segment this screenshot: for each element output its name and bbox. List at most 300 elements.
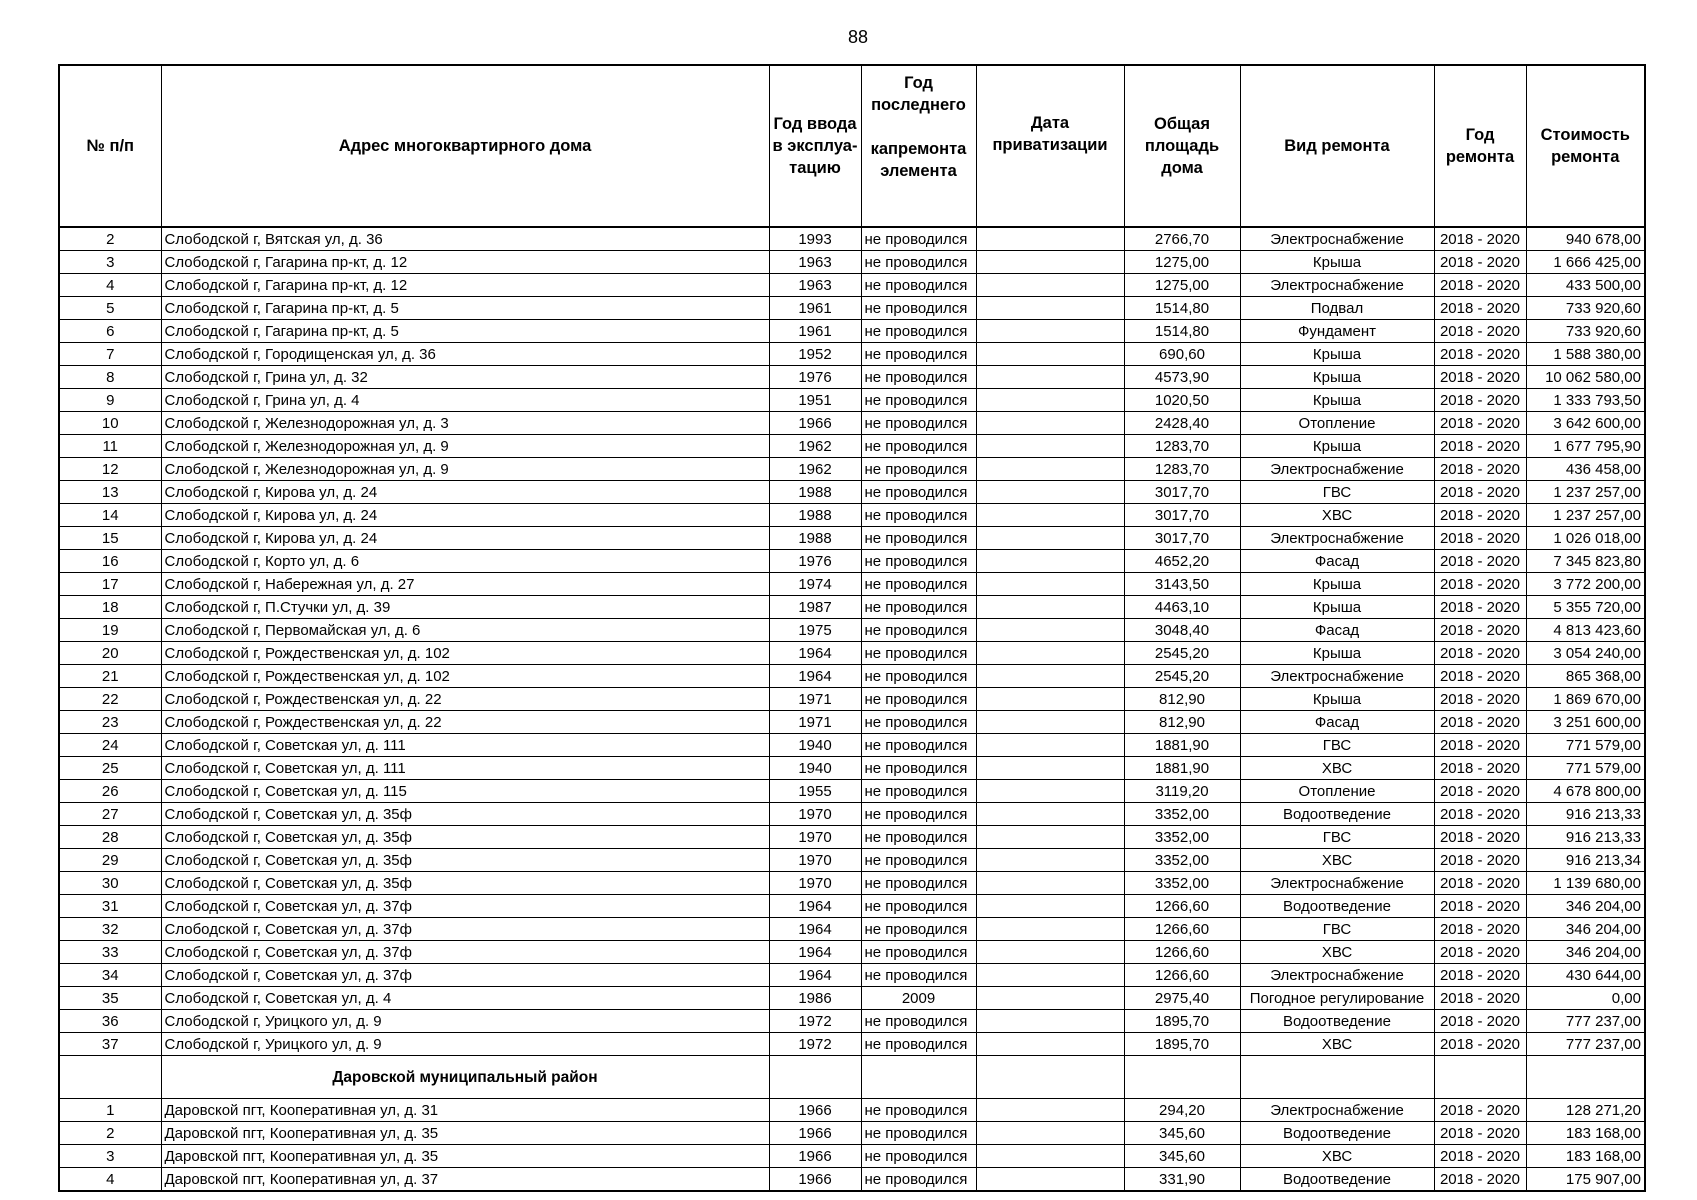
table-row bbox=[59, 619, 1645, 642]
cell-year-built: 1963 bbox=[769, 251, 861, 274]
table-row bbox=[59, 435, 1645, 458]
cell-number: 12 bbox=[59, 458, 161, 481]
cell-number: 23 bbox=[59, 711, 161, 734]
cell-privatization bbox=[976, 366, 1124, 389]
cell-repair-type: Водоотведение bbox=[1240, 1122, 1434, 1145]
cell-last-repair: не проводился bbox=[861, 297, 976, 320]
cell-repair-type: Фундамент bbox=[1240, 320, 1434, 343]
cell-repair-type: Фасад bbox=[1240, 550, 1434, 573]
cell-number: 5 bbox=[59, 297, 161, 320]
table-row bbox=[59, 642, 1645, 665]
cell-year-built: 1975 bbox=[769, 619, 861, 642]
cell-year-built: 1964 bbox=[769, 941, 861, 964]
cell-year-built: 1993 bbox=[769, 227, 861, 251]
cell-last-repair: не проводился bbox=[861, 688, 976, 711]
cell-year-built: 1964 bbox=[769, 964, 861, 987]
cell-last-repair: не проводился bbox=[861, 757, 976, 780]
cell-address: Слободской г, Железнодорожная ул, д. 9 bbox=[161, 458, 769, 481]
cell-privatization bbox=[976, 849, 1124, 872]
cell-cost: 183 168,00 bbox=[1526, 1145, 1645, 1168]
cell-repair-year: 2018 - 2020 bbox=[1434, 481, 1526, 504]
cell-year-built: 1986 bbox=[769, 987, 861, 1010]
cell-number: 16 bbox=[59, 550, 161, 573]
cell-last-repair: не проводился bbox=[861, 734, 976, 757]
cell-repair-type: ГВС bbox=[1240, 918, 1434, 941]
cell-address: Слободской г, Первомайская ул, д. 6 bbox=[161, 619, 769, 642]
cell-address: Слободской г, Кирова ул, д. 24 bbox=[161, 527, 769, 550]
cell-area: 812,90 bbox=[1124, 688, 1240, 711]
cell-repair-type: Крыша bbox=[1240, 596, 1434, 619]
cell-address: Слободской г, Советская ул, д. 115 bbox=[161, 780, 769, 803]
cell-repair-year: 2018 - 2020 bbox=[1434, 297, 1526, 320]
cell-number: 13 bbox=[59, 481, 161, 504]
cell-last-repair: не проводился bbox=[861, 1145, 976, 1168]
cell-year-built: 1988 bbox=[769, 527, 861, 550]
cell-repair-year: 2018 - 2020 bbox=[1434, 1145, 1526, 1168]
header-last-repair-top: Год последнего bbox=[871, 74, 966, 114]
cell-address: Слободской г, Советская ул, д. 111 bbox=[161, 757, 769, 780]
cell-cost: 1 588 380,00 bbox=[1526, 343, 1645, 366]
cell-year-built: 1971 bbox=[769, 711, 861, 734]
table-body-darovskoy bbox=[59, 1099, 1645, 1192]
cell-year-built: 1966 bbox=[769, 1168, 861, 1192]
cell-cost: 940 678,00 bbox=[1526, 227, 1645, 251]
cell-repair-type: Электроснабжение bbox=[1240, 227, 1434, 251]
table-row bbox=[59, 688, 1645, 711]
table-row bbox=[59, 734, 1645, 757]
cell-repair-year: 2018 - 2020 bbox=[1434, 665, 1526, 688]
table-row bbox=[59, 366, 1645, 389]
cell-area: 1895,70 bbox=[1124, 1010, 1240, 1033]
cell-repair-year: 2018 - 2020 bbox=[1434, 1033, 1526, 1056]
cell-repair-type: Крыша bbox=[1240, 642, 1434, 665]
cell-privatization bbox=[976, 688, 1124, 711]
cell-cost: 916 213,33 bbox=[1526, 826, 1645, 849]
header-privatization: Дата приватизации bbox=[976, 65, 1124, 227]
cell-area: 2428,40 bbox=[1124, 412, 1240, 435]
section-title: Даровской муниципальный район bbox=[161, 1056, 769, 1099]
cell-privatization bbox=[976, 803, 1124, 826]
cell-privatization bbox=[976, 711, 1124, 734]
cell-area: 3017,70 bbox=[1124, 481, 1240, 504]
cell-repair-year: 2018 - 2020 bbox=[1434, 826, 1526, 849]
cell-area: 4652,20 bbox=[1124, 550, 1240, 573]
cell-number: 2 bbox=[59, 227, 161, 251]
cell-last-repair: не проводился bbox=[861, 227, 976, 251]
cell-cost: 1 026 018,00 bbox=[1526, 527, 1645, 550]
cell-number: 8 bbox=[59, 366, 161, 389]
cell-repair-type: ХВС bbox=[1240, 1145, 1434, 1168]
cell-number: 14 bbox=[59, 504, 161, 527]
table-row bbox=[59, 872, 1645, 895]
cell-year-built: 1961 bbox=[769, 297, 861, 320]
cell-repair-year: 2018 - 2020 bbox=[1434, 619, 1526, 642]
cell-cost: 436 458,00 bbox=[1526, 458, 1645, 481]
section-cell-empty bbox=[1434, 1056, 1526, 1099]
table-row bbox=[59, 895, 1645, 918]
cell-repair-year: 2018 - 2020 bbox=[1434, 343, 1526, 366]
cell-last-repair: не проводился bbox=[861, 389, 976, 412]
cell-address: Слободской г, Урицкого ул, д. 9 bbox=[161, 1010, 769, 1033]
cell-area: 3143,50 bbox=[1124, 573, 1240, 596]
cell-privatization bbox=[976, 941, 1124, 964]
cell-address: Слободской г, Кирова ул, д. 24 bbox=[161, 481, 769, 504]
table-row bbox=[59, 458, 1645, 481]
cell-year-built: 1940 bbox=[769, 734, 861, 757]
cell-area: 1266,60 bbox=[1124, 895, 1240, 918]
table-row bbox=[59, 389, 1645, 412]
cell-cost: 916 213,34 bbox=[1526, 849, 1645, 872]
cell-year-built: 1961 bbox=[769, 320, 861, 343]
cell-year-built: 1962 bbox=[769, 458, 861, 481]
cell-address: Слободской г, Советская ул, д. 4 bbox=[161, 987, 769, 1010]
cell-last-repair: не проводился bbox=[861, 1033, 976, 1056]
cell-number: 35 bbox=[59, 987, 161, 1010]
cell-year-built: 1951 bbox=[769, 389, 861, 412]
cell-address: Слободской г, Урицкого ул, д. 9 bbox=[161, 1033, 769, 1056]
cell-number: 36 bbox=[59, 1010, 161, 1033]
table-row bbox=[59, 780, 1645, 803]
cell-address: Слободской г, П.Стучки ул, д. 39 bbox=[161, 596, 769, 619]
cell-cost: 771 579,00 bbox=[1526, 734, 1645, 757]
cell-area: 4573,90 bbox=[1124, 366, 1240, 389]
cell-cost: 3 251 600,00 bbox=[1526, 711, 1645, 734]
cell-cost: 733 920,60 bbox=[1526, 320, 1645, 343]
cell-year-built: 1972 bbox=[769, 1033, 861, 1056]
cell-last-repair: не проводился bbox=[861, 573, 976, 596]
cell-area: 1283,70 bbox=[1124, 435, 1240, 458]
cell-last-repair: не проводился bbox=[861, 941, 976, 964]
cell-address: Даровской пгт, Кооперативная ул, д. 31 bbox=[161, 1099, 769, 1122]
cell-repair-year: 2018 - 2020 bbox=[1434, 688, 1526, 711]
cell-area: 1275,00 bbox=[1124, 251, 1240, 274]
table-row bbox=[59, 757, 1645, 780]
header-year-built: Год ввода в эксплуа-тацию bbox=[769, 65, 861, 227]
table-row bbox=[59, 1168, 1645, 1192]
table-row bbox=[59, 1010, 1645, 1033]
cell-area: 3352,00 bbox=[1124, 849, 1240, 872]
cell-last-repair: не проводился bbox=[861, 435, 976, 458]
cell-repair-year: 2018 - 2020 bbox=[1434, 527, 1526, 550]
cell-area: 3017,70 bbox=[1124, 504, 1240, 527]
cell-year-built: 1988 bbox=[769, 481, 861, 504]
table-row bbox=[59, 596, 1645, 619]
cell-cost: 1 237 257,00 bbox=[1526, 481, 1645, 504]
cell-address: Слободской г, Советская ул, д. 37ф bbox=[161, 964, 769, 987]
table-row bbox=[59, 1099, 1645, 1122]
cell-privatization bbox=[976, 642, 1124, 665]
cell-repair-year: 2018 - 2020 bbox=[1434, 711, 1526, 734]
cell-area: 1266,60 bbox=[1124, 918, 1240, 941]
cell-repair-year: 2018 - 2020 bbox=[1434, 1099, 1526, 1122]
cell-area: 3352,00 bbox=[1124, 872, 1240, 895]
cell-number: 17 bbox=[59, 573, 161, 596]
cell-cost: 1 139 680,00 bbox=[1526, 872, 1645, 895]
cell-number: 37 bbox=[59, 1033, 161, 1056]
cell-cost: 1 869 670,00 bbox=[1526, 688, 1645, 711]
cell-repair-type: ХВС bbox=[1240, 1033, 1434, 1056]
cell-repair-year: 2018 - 2020 bbox=[1434, 987, 1526, 1010]
cell-year-built: 1964 bbox=[769, 665, 861, 688]
table-row bbox=[59, 803, 1645, 826]
header-repair-year: Год ремонта bbox=[1434, 65, 1526, 227]
cell-repair-type: ХВС bbox=[1240, 757, 1434, 780]
cell-last-repair: не проводился bbox=[861, 711, 976, 734]
cell-year-built: 1970 bbox=[769, 849, 861, 872]
cell-repair-year: 2018 - 2020 bbox=[1434, 642, 1526, 665]
cell-last-repair: не проводился bbox=[861, 780, 976, 803]
section-cell-empty bbox=[976, 1056, 1124, 1099]
cell-area: 1275,00 bbox=[1124, 274, 1240, 297]
cell-number: 7 bbox=[59, 343, 161, 366]
cell-area: 3352,00 bbox=[1124, 803, 1240, 826]
cell-year-built: 1966 bbox=[769, 1099, 861, 1122]
table-row bbox=[59, 1145, 1645, 1168]
cell-last-repair: 2009 bbox=[861, 987, 976, 1010]
cell-privatization bbox=[976, 320, 1124, 343]
cell-area: 331,90 bbox=[1124, 1168, 1240, 1192]
cell-repair-year: 2018 - 2020 bbox=[1434, 1010, 1526, 1033]
cell-last-repair: не проводился bbox=[861, 665, 976, 688]
cell-cost: 1 333 793,50 bbox=[1526, 389, 1645, 412]
cell-repair-type: Электроснабжение bbox=[1240, 1099, 1434, 1122]
cell-repair-type: Подвал bbox=[1240, 297, 1434, 320]
cell-repair-type: Крыша bbox=[1240, 435, 1434, 458]
cell-privatization bbox=[976, 527, 1124, 550]
cell-repair-year: 2018 - 2020 bbox=[1434, 803, 1526, 826]
cell-number: 15 bbox=[59, 527, 161, 550]
cell-number: 25 bbox=[59, 757, 161, 780]
cell-cost: 346 204,00 bbox=[1526, 895, 1645, 918]
cell-address: Даровской пгт, Кооперативная ул, д. 35 bbox=[161, 1122, 769, 1145]
cell-number: 28 bbox=[59, 826, 161, 849]
cell-area: 3048,40 bbox=[1124, 619, 1240, 642]
cell-year-built: 1971 bbox=[769, 688, 861, 711]
header-num: № п/п bbox=[59, 65, 161, 227]
cell-repair-year: 2018 - 2020 bbox=[1434, 941, 1526, 964]
repair-register-table bbox=[58, 64, 1646, 1192]
cell-address: Слободской г, Советская ул, д. 111 bbox=[161, 734, 769, 757]
cell-repair-year: 2018 - 2020 bbox=[1434, 964, 1526, 987]
cell-cost: 3 642 600,00 bbox=[1526, 412, 1645, 435]
cell-privatization bbox=[976, 757, 1124, 780]
table-row bbox=[59, 1122, 1645, 1145]
cell-repair-type: Водоотведение bbox=[1240, 895, 1434, 918]
cell-address: Слободской г, Советская ул, д. 35ф bbox=[161, 872, 769, 895]
cell-cost: 128 271,20 bbox=[1526, 1099, 1645, 1122]
cell-year-built: 1976 bbox=[769, 366, 861, 389]
cell-area: 1266,60 bbox=[1124, 964, 1240, 987]
cell-repair-type: Отопление bbox=[1240, 412, 1434, 435]
table-row bbox=[59, 251, 1645, 274]
cell-last-repair: не проводился bbox=[861, 619, 976, 642]
cell-privatization bbox=[976, 251, 1124, 274]
cell-area: 3017,70 bbox=[1124, 527, 1240, 550]
cell-cost: 433 500,00 bbox=[1526, 274, 1645, 297]
cell-last-repair: не проводился bbox=[861, 366, 976, 389]
cell-number: 3 bbox=[59, 251, 161, 274]
cell-area: 2545,20 bbox=[1124, 642, 1240, 665]
cell-address: Слободской г, Рождественская ул, д. 102 bbox=[161, 665, 769, 688]
cell-cost: 4 678 800,00 bbox=[1526, 780, 1645, 803]
cell-last-repair: не проводился bbox=[861, 412, 976, 435]
cell-privatization bbox=[976, 1168, 1124, 1192]
cell-last-repair: не проводился bbox=[861, 320, 976, 343]
cell-repair-type: Крыша bbox=[1240, 573, 1434, 596]
cell-repair-type: ХВС bbox=[1240, 504, 1434, 527]
cell-repair-type: Электроснабжение bbox=[1240, 458, 1434, 481]
cell-repair-year: 2018 - 2020 bbox=[1434, 274, 1526, 297]
cell-privatization bbox=[976, 504, 1124, 527]
cell-privatization bbox=[976, 573, 1124, 596]
cell-number: 20 bbox=[59, 642, 161, 665]
cell-privatization bbox=[976, 665, 1124, 688]
cell-year-built: 1964 bbox=[769, 918, 861, 941]
cell-repair-year: 2018 - 2020 bbox=[1434, 504, 1526, 527]
cell-number: 19 bbox=[59, 619, 161, 642]
cell-last-repair: не проводился bbox=[861, 251, 976, 274]
cell-number: 3 bbox=[59, 1145, 161, 1168]
table-row bbox=[59, 550, 1645, 573]
cell-repair-type: ГВС bbox=[1240, 826, 1434, 849]
cell-address: Даровской пгт, Кооперативная ул, д. 37 bbox=[161, 1168, 769, 1192]
table-row bbox=[59, 504, 1645, 527]
cell-cost: 1 677 795,90 bbox=[1526, 435, 1645, 458]
cell-privatization bbox=[976, 389, 1124, 412]
cell-last-repair: не проводился bbox=[861, 895, 976, 918]
cell-last-repair: не проводился bbox=[861, 849, 976, 872]
cell-area: 812,90 bbox=[1124, 711, 1240, 734]
section-cell-empty bbox=[861, 1056, 976, 1099]
cell-number: 26 bbox=[59, 780, 161, 803]
cell-address: Слободской г, Советская ул, д. 37ф bbox=[161, 895, 769, 918]
cell-year-built: 1966 bbox=[769, 1122, 861, 1145]
table-row bbox=[59, 343, 1645, 366]
header-area: Общая площадь дома bbox=[1124, 65, 1240, 227]
cell-number: 11 bbox=[59, 435, 161, 458]
cell-privatization bbox=[976, 734, 1124, 757]
cell-address: Слободской г, Советская ул, д. 37ф bbox=[161, 941, 769, 964]
cell-year-built: 1970 bbox=[769, 826, 861, 849]
cell-number: 2 bbox=[59, 1122, 161, 1145]
table-row bbox=[59, 1033, 1645, 1056]
cell-cost: 3 054 240,00 bbox=[1526, 642, 1645, 665]
cell-repair-type: Водоотведение bbox=[1240, 1168, 1434, 1192]
cell-cost: 7 345 823,80 bbox=[1526, 550, 1645, 573]
cell-privatization bbox=[976, 274, 1124, 297]
cell-cost: 865 368,00 bbox=[1526, 665, 1645, 688]
cell-cost: 777 237,00 bbox=[1526, 1010, 1645, 1033]
cell-repair-year: 2018 - 2020 bbox=[1434, 550, 1526, 573]
cell-address: Слободской г, Городищенская ул, д. 36 bbox=[161, 343, 769, 366]
cell-number: 27 bbox=[59, 803, 161, 826]
table-body-slobodskoy bbox=[59, 227, 1645, 1056]
cell-repair-year: 2018 - 2020 bbox=[1434, 849, 1526, 872]
cell-number: 4 bbox=[59, 1168, 161, 1192]
cell-last-repair: не проводился bbox=[861, 1122, 976, 1145]
cell-last-repair: не проводился bbox=[861, 458, 976, 481]
cell-address: Слободской г, Советская ул, д. 37ф bbox=[161, 918, 769, 941]
cell-last-repair: не проводился bbox=[861, 504, 976, 527]
header-last-repair-bottom: капремонта элемента bbox=[870, 140, 967, 180]
cell-privatization bbox=[976, 435, 1124, 458]
section-cell-empty bbox=[1240, 1056, 1434, 1099]
page-number: 88 bbox=[847, 27, 869, 47]
table-row bbox=[59, 711, 1645, 734]
cell-repair-type: Крыша bbox=[1240, 688, 1434, 711]
cell-repair-type: Крыша bbox=[1240, 343, 1434, 366]
cell-area: 1881,90 bbox=[1124, 757, 1240, 780]
cell-address: Слободской г, Грина ул, д. 4 bbox=[161, 389, 769, 412]
table-row bbox=[59, 826, 1645, 849]
cell-last-repair: не проводился bbox=[861, 1168, 976, 1192]
cell-privatization bbox=[976, 1010, 1124, 1033]
cell-last-repair: не проводился bbox=[861, 481, 976, 504]
cell-cost: 771 579,00 bbox=[1526, 757, 1645, 780]
cell-address: Слободской г, Железнодорожная ул, д. 3 bbox=[161, 412, 769, 435]
cell-number: 10 bbox=[59, 412, 161, 435]
cell-repair-year: 2018 - 2020 bbox=[1434, 1122, 1526, 1145]
cell-repair-type: Водоотведение bbox=[1240, 803, 1434, 826]
cell-last-repair: не проводился bbox=[861, 527, 976, 550]
cell-repair-year: 2018 - 2020 bbox=[1434, 780, 1526, 803]
cell-cost: 4 813 423,60 bbox=[1526, 619, 1645, 642]
cell-number: 33 bbox=[59, 941, 161, 964]
cell-repair-type: Крыша bbox=[1240, 251, 1434, 274]
cell-repair-type: Электроснабжение bbox=[1240, 527, 1434, 550]
cell-area: 1881,90 bbox=[1124, 734, 1240, 757]
table-row bbox=[59, 412, 1645, 435]
cell-repair-year: 2018 - 2020 bbox=[1434, 872, 1526, 895]
cell-year-built: 1964 bbox=[769, 895, 861, 918]
cell-privatization bbox=[976, 550, 1124, 573]
cell-cost: 430 644,00 bbox=[1526, 964, 1645, 987]
section-cell-empty bbox=[1124, 1056, 1240, 1099]
cell-last-repair: не проводился bbox=[861, 274, 976, 297]
table-row bbox=[59, 274, 1645, 297]
cell-number: 30 bbox=[59, 872, 161, 895]
cell-year-built: 1962 bbox=[769, 435, 861, 458]
cell-area: 294,20 bbox=[1124, 1099, 1240, 1122]
cell-repair-type: Электроснабжение bbox=[1240, 964, 1434, 987]
cell-repair-year: 2018 - 2020 bbox=[1434, 251, 1526, 274]
cell-number: 32 bbox=[59, 918, 161, 941]
cell-privatization bbox=[976, 458, 1124, 481]
cell-privatization bbox=[976, 596, 1124, 619]
cell-privatization bbox=[976, 826, 1124, 849]
cell-year-built: 1974 bbox=[769, 573, 861, 596]
cell-cost: 175 907,00 bbox=[1526, 1168, 1645, 1192]
cell-repair-year: 2018 - 2020 bbox=[1434, 366, 1526, 389]
cell-year-built: 1970 bbox=[769, 872, 861, 895]
cell-address: Слободской г, Корто ул, д. 6 bbox=[161, 550, 769, 573]
cell-number: 29 bbox=[59, 849, 161, 872]
cell-privatization bbox=[976, 964, 1124, 987]
cell-repair-year: 2018 - 2020 bbox=[1434, 320, 1526, 343]
cell-cost: 5 355 720,00 bbox=[1526, 596, 1645, 619]
cell-area: 345,60 bbox=[1124, 1122, 1240, 1145]
table-row bbox=[59, 941, 1645, 964]
cell-year-built: 1955 bbox=[769, 780, 861, 803]
cell-cost: 733 920,60 bbox=[1526, 297, 1645, 320]
cell-address: Слободской г, Гагарина пр-кт, д. 5 bbox=[161, 297, 769, 320]
cell-privatization bbox=[976, 343, 1124, 366]
cell-number: 4 bbox=[59, 274, 161, 297]
cell-year-built: 1966 bbox=[769, 412, 861, 435]
cell-address: Слободской г, Гагарина пр-кт, д. 12 bbox=[161, 274, 769, 297]
cell-area: 1895,70 bbox=[1124, 1033, 1240, 1056]
cell-area: 1514,80 bbox=[1124, 320, 1240, 343]
